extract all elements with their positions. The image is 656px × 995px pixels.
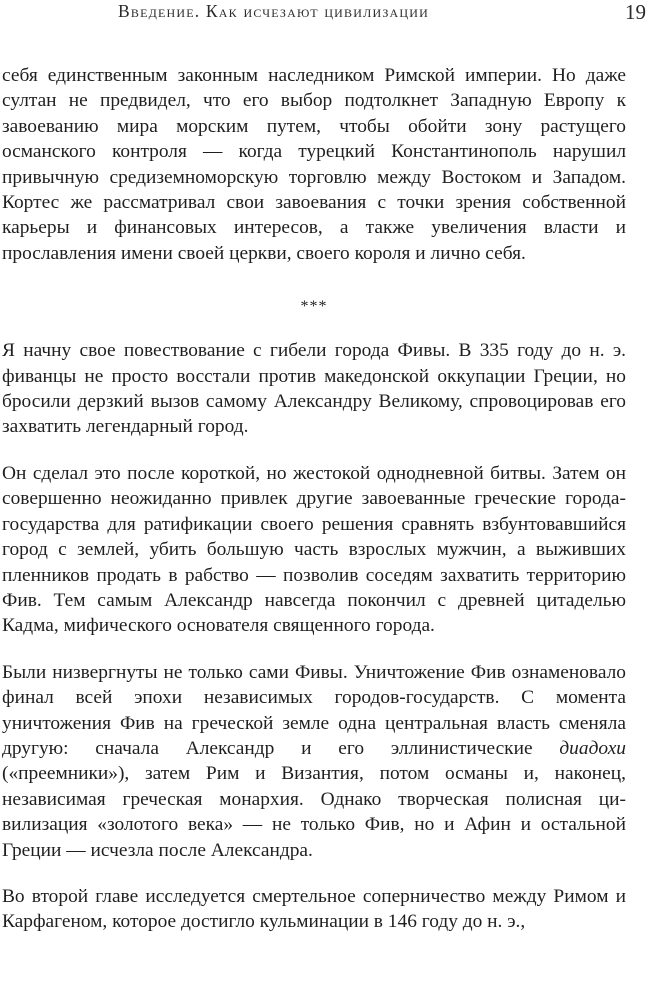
paragraph-4 xyxy=(2,660,626,863)
paragraph-4-italic-term: диадохи xyxy=(559,737,626,759)
paragraph-1: себя единственным законным наследником Римской империи. Но даже султан не предвидел, что его выбор подтолкнет Западную Европу к завоеванию мира морским путем, чтобы обойти зону растущего османского контроля — когда турецкий Константинополь нарушил привычную средиземноморскую торговлю между Востоком и Западом. Кортес же рассматривал свои завоевания с точки зрения собственной карьеры и финансовых интересов, а также увеличения власти и прославления имени своей церкви, своего короля и лично себя. xyxy=(2,65,626,264)
paragraph-4-text-before: Были низвергнуты не только сами Фивы. Уничтожение Фив ознаменовало финал всей эпохи независимых городов-государств. С момента уничтожения Фив на греческой земле одна центральная власть сменяла другую: сначала Александр и его эллинистические xyxy=(2,661,626,759)
page-number: 19 xyxy=(625,0,646,24)
paragraph-3: Он сделал это после короткой, но жестокой однодневной битвы. Затем он совершенно неожиданно привлек другие завоеванные греческие города-государства для ратификации своего решения сравнять взбунтовавшийся город с землей, убить большую часть взрослых мужчин, а выживших пленников продать в рабство — позволив соседям захватить территорию Фив. Тем самым Александр навсегда покончил с древней цитаделью Кадма, мифического основателя священного города. xyxy=(2,462,626,637)
running-title: Введение. Как исчезают цивилизации xyxy=(118,1,429,21)
body-text xyxy=(2,63,626,935)
page-header xyxy=(0,0,656,24)
paragraph-4-text-after: («преемники»), затем Рим и Византия, потом османы и, наконец, независимая греческая монархия. Однако творческая полисная цивилизация «золотого века» — не только Фив, но и Афин и остальной Греции — исчезла после Александра. xyxy=(2,763,626,861)
section-separator: *** xyxy=(300,298,328,316)
paragraph-5: Во второй главе исследуется смертельное соперничество между Римом и Карфагеном, которое достигло кульминации в 146 году до н. э., xyxy=(2,885,626,933)
paragraph-2: Я начну свое повествование с гибели города Фивы. В 335 году до н. э. фиванцы не просто восстали против македонской оккупации Греции, но бросили дерзкий вызов самому Александру Великому, спровоцировав его захватить легендарный город. xyxy=(2,340,626,438)
